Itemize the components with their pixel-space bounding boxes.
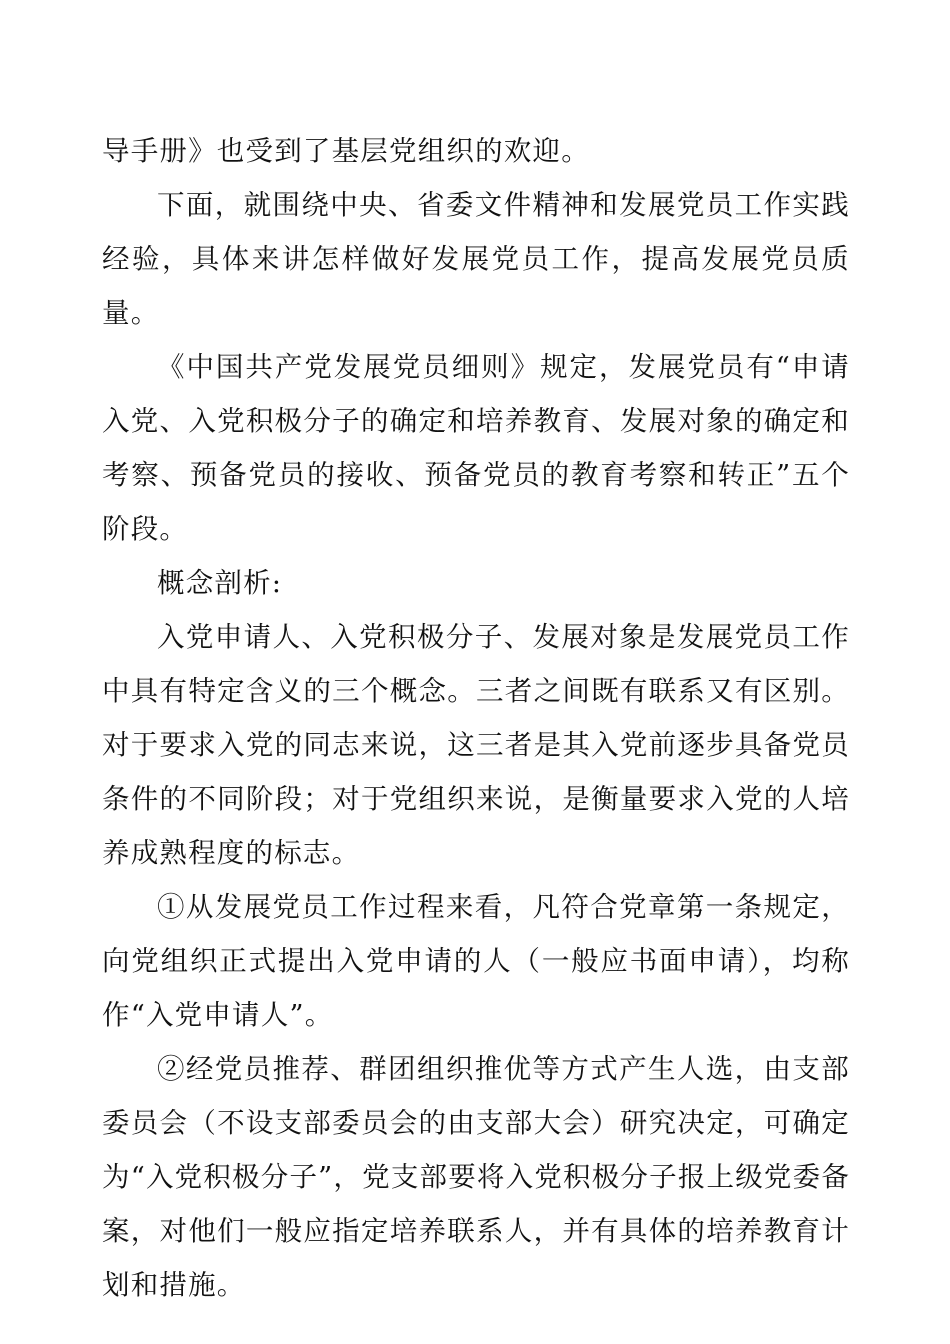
paragraph-continuation: 导手册》也受到了基层党组织的欢迎。 [102, 135, 590, 167]
document-body [102, 124, 850, 1312]
paragraph-applicant-definition: ①从发展党员工作过程来看，凡符合党章第一条规定，向党组织正式提出入党申请的人（一般应书面申请），均称作“入党申请人”。 [102, 891, 850, 1031]
paragraph-activist-definition: ②经党员推荐、群团组织推优等方式产生人选，由支部委员会（不设支部委员会的由支部大会）研究决定，可确定为“入党积极分子”，党支部要将入党积极分子报上级党委备案，对他们一般应指定培养联系人，并有具体的培养教育计划和措施。 [102, 1053, 851, 1301]
paragraph-concept-heading: 概念剖析: [157, 567, 283, 599]
paragraph-intro: 下面，就围绕中央、省委文件精神和发展党员工作实践经验，具体来讲怎样做好发展党员工作，提高发展党员质量。 [102, 189, 850, 329]
paragraph-concept-overview: 入党申请人、入党积极分子、发展对象是发展党员工作中具有特定含义的三个概念。三者之间既有联系又有区别。对于要求入党的同志来说，这三者是其入党前逐步具备党员条件的不同阶段；对于党组织来说，是衡量要求入党的人培养成熟程度的标志。 [102, 621, 850, 869]
paragraph-regulation: 《中国共产党发展党员细则》规定，发展党员有“申请入党、入党积极分子的确定和培养教育、发展对象的确定和考察、预备党员的接收、预备党员的教育考察和转正”五个阶段。 [102, 351, 850, 545]
